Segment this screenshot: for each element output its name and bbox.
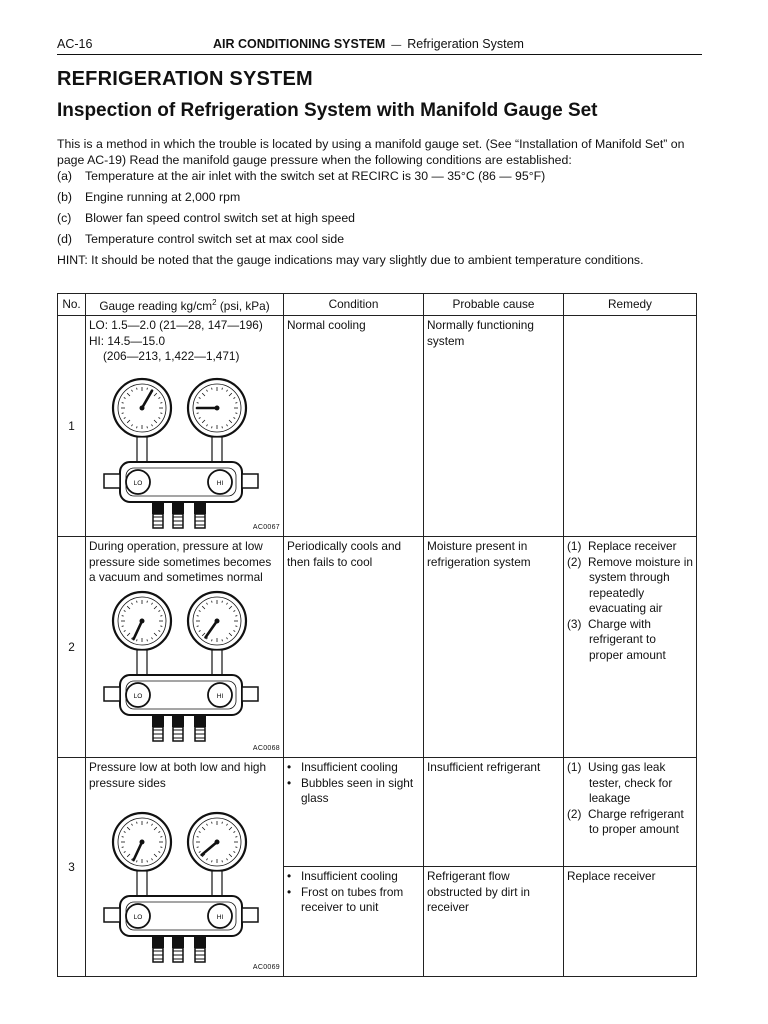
gauge-tick: [222, 388, 223, 390]
diagnosis-table: [57, 293, 697, 977]
remedy-item: (2) Remove moisture in system through repeatedly evacuating air: [567, 554, 693, 616]
reading-text: LO: 1.5—2.0 (21—28, 147—196): [89, 318, 263, 333]
high-pressure-gauge: [188, 379, 246, 463]
table-row: [58, 537, 697, 758]
right-side-fitting: [242, 474, 258, 488]
gauge-tick: [222, 427, 223, 429]
low-side-valve-label: LO: [133, 480, 143, 488]
gauge-tick: [147, 388, 148, 390]
section-title: [213, 37, 524, 51]
gauge-tick: [235, 616, 237, 617]
gauge-tick: [137, 601, 138, 603]
hose-nut: [194, 936, 206, 948]
gauge-stem: [212, 437, 222, 463]
remedy-item: (1) Using gas leak tester, check for leakage: [567, 760, 673, 806]
gauge-tick: [147, 427, 148, 429]
gauge-tick: [235, 626, 237, 627]
gauge-tick: [212, 822, 213, 824]
hose-nut: [152, 715, 164, 727]
probable-cause-cell: Insufficient refrigerant: [424, 758, 564, 867]
gauge-pivot: [215, 406, 220, 411]
gauge-tick: [222, 640, 223, 642]
gauge-reading-cell: [86, 537, 284, 758]
condition-bullet: • Insufficient cooling: [287, 869, 398, 884]
gauge-stem: [137, 871, 147, 897]
gauge-tick: [222, 822, 223, 824]
gauge-tick: [222, 861, 223, 863]
page-subtitle: Inspection of Refrigeration System with Manifold Gauge Set: [57, 100, 598, 121]
gauge-tick: [147, 861, 148, 863]
figure-code: AC0068: [252, 744, 280, 752]
gauge-tick: [137, 861, 138, 863]
condition-cell: [284, 758, 424, 867]
hose-fitting: [194, 936, 206, 962]
gauge-stem: [212, 871, 222, 897]
hose-fitting: [152, 936, 164, 962]
gauge-tick: [197, 847, 199, 848]
table-row: [58, 316, 697, 537]
hose-nut: [172, 502, 184, 514]
low-side-valve-label: LO: [133, 693, 143, 701]
gauge-pivot: [140, 840, 145, 845]
page-number: AC-16: [57, 37, 93, 51]
condition-cell: [284, 867, 424, 977]
gauge-tick: [147, 822, 148, 824]
probable-cause-cell: Moisture present in refrigeration system: [424, 537, 564, 758]
remedy-cell: [564, 867, 697, 977]
header-rule: [57, 54, 702, 55]
gauge-tick: [160, 626, 162, 627]
gauge-tick: [197, 403, 199, 404]
subsection-name: Refrigeration System: [407, 37, 524, 51]
hose-fitting: [152, 715, 164, 741]
remedy-cell: [564, 758, 697, 867]
table-row: [58, 758, 697, 867]
high-side-valve-label: HI: [216, 480, 224, 488]
gauge-tick: [160, 847, 162, 848]
gauge-tick: [160, 837, 162, 838]
gauge-tick: [235, 403, 237, 404]
gauge-pivot: [215, 619, 220, 624]
table-header-row: [58, 294, 697, 316]
reading-text: During operation, pressure at low pressure side sometimes becomes a vacuum and sometimes normal: [89, 539, 272, 585]
gauge-stem: [137, 437, 147, 463]
hose-nut: [172, 936, 184, 948]
gauge-tick: [212, 427, 213, 429]
hose-fitting: [194, 502, 206, 528]
high-side-valve-label: HI: [216, 914, 224, 922]
gauge-tick: [160, 616, 162, 617]
remedy-item: Replace receiver: [567, 869, 656, 884]
gauge-tick: [137, 427, 138, 429]
manifold-gauge-figure: [100, 810, 270, 965]
manifold-gauge-figure: [100, 589, 270, 744]
col-header-gauge-reading: Gauge reading $kg/cm^2$ (psi, kPa): [86, 294, 284, 316]
reading-text: Pressure low at both low and high pressure sides: [89, 760, 267, 790]
col-header-condition: Condition: [284, 294, 424, 316]
hose-nut: [172, 715, 184, 727]
hose-nut: [194, 502, 206, 514]
gauge-tick: [160, 413, 162, 414]
hose-nut: [152, 502, 164, 514]
row-number: 3: [58, 758, 86, 977]
condition-item-d: (d) Temperature control switch set at max cool side: [57, 232, 345, 246]
gauge-tick: [222, 601, 223, 603]
gauge-tick: [137, 388, 138, 390]
page-title: REFRIGERATION SYSTEM: [57, 68, 313, 90]
hose-nut: [194, 715, 206, 727]
gauge-tick: [122, 413, 124, 414]
col-header-no: No.: [58, 294, 86, 316]
gauge-tick: [197, 626, 199, 627]
remedy-item: (3) Charge with refrigerant to proper amount: [567, 616, 666, 662]
gauge-tick: [212, 601, 213, 603]
condition-bullet: • Frost on tubes from receiver to unit: [287, 884, 404, 915]
low-pressure-gauge: [113, 813, 171, 897]
col-header-probable-cause: Probable cause: [424, 294, 564, 316]
left-side-fitting: [104, 908, 120, 922]
low-pressure-gauge: [113, 379, 171, 463]
gauge-reading-cell: [86, 316, 284, 537]
manifold-gauge-figure: [100, 376, 270, 531]
gauge-tick: [212, 388, 213, 390]
gauge-tick: [235, 847, 237, 848]
remedy-item: (1) Replace receiver: [567, 539, 677, 554]
reading-text: HI: 14.5—15.0: [89, 333, 166, 348]
row-number: 2: [58, 537, 86, 758]
gauge-pivot: [140, 619, 145, 624]
reading-text: (206—213, 1,422—1,471): [103, 349, 240, 364]
page-header: [57, 37, 697, 55]
gauge-reading-cell: [86, 758, 284, 977]
condition-cell: Periodically cools and then fails to cool: [284, 537, 424, 758]
probable-cause-cell: Normally functioning system: [424, 316, 564, 537]
probable-cause-cell: Refrigerant flow obstructed by dirt in receiver: [424, 867, 564, 977]
gauge-tick: [122, 616, 124, 617]
gauge-tick: [212, 640, 213, 642]
hint-paragraph: HINT: It should be noted that the gauge indications may vary slightly due to ambient temperature conditions.: [57, 253, 644, 267]
gauge-tick: [160, 403, 162, 404]
gauge-tick: [122, 837, 124, 838]
hose-fitting: [152, 502, 164, 528]
high-side-valve-label: HI: [216, 693, 224, 701]
gauge-tick: [147, 601, 148, 603]
gauge-tick: [235, 837, 237, 838]
hose-fitting: [194, 715, 206, 741]
hose-nut: [152, 936, 164, 948]
condition-bullet: • Bubbles seen in sight glass: [287, 775, 414, 806]
remedy-cell: [564, 316, 697, 537]
hose-fitting: [172, 715, 184, 741]
condition-item-c: (c) Blower fan speed control switch set at high speed: [57, 211, 356, 225]
gauge-stem: [212, 650, 222, 676]
low-pressure-gauge: [113, 592, 171, 676]
condition-cell: Normal cooling: [284, 316, 424, 537]
gauge-tick: [137, 822, 138, 824]
condition-bullet: • Insufficient cooling: [287, 760, 398, 775]
high-pressure-gauge: [188, 813, 246, 897]
section-name: AIR CONDITIONING SYSTEM: [213, 37, 386, 51]
gauge-pivot: [215, 840, 220, 845]
gauge-tick: [122, 626, 124, 627]
figure-code: AC0067: [252, 523, 280, 531]
left-side-fitting: [104, 474, 120, 488]
right-side-fitting: [242, 908, 258, 922]
gauge-tick: [197, 837, 199, 838]
condition-item-a: (a) Temperature at the air inlet with the switch set at RECIRC is 30 — 35°C (86 — 95°F): [57, 169, 546, 183]
gauge-tick: [137, 640, 138, 642]
gauge-tick: [197, 413, 199, 414]
remedy-item: (2) Charge refrigerant to proper amount: [567, 806, 684, 837]
remedy-cell: [564, 537, 697, 758]
gauge-tick: [122, 847, 124, 848]
col-header-remedy: Remedy: [564, 294, 697, 316]
gauge-tick: [212, 861, 213, 863]
gauge-tick: [235, 413, 237, 414]
hose-fitting: [172, 502, 184, 528]
gauge-stem: [137, 650, 147, 676]
hose-fitting: [172, 936, 184, 962]
header-separator: —: [391, 40, 402, 51]
figure-code: AC0069: [252, 963, 280, 971]
gauge-tick: [197, 616, 199, 617]
gauge-tick: [122, 403, 124, 404]
condition-item-b: (b) Engine running at 2,000 rpm: [57, 190, 241, 204]
gauge-tick: [147, 640, 148, 642]
right-side-fitting: [242, 687, 258, 701]
gauge-pivot: [140, 406, 145, 411]
left-side-fitting: [104, 687, 120, 701]
intro-paragraph: This is a method in which the trouble is located by using a manifold gauge set. (See “Installation of Manifold Set” on page AC-19) Read the manifold gauge pressure when the following conditions are established:: [57, 137, 685, 167]
low-side-valve-label: LO: [133, 914, 143, 922]
row-number: 1: [58, 316, 86, 537]
high-pressure-gauge: [188, 592, 246, 676]
